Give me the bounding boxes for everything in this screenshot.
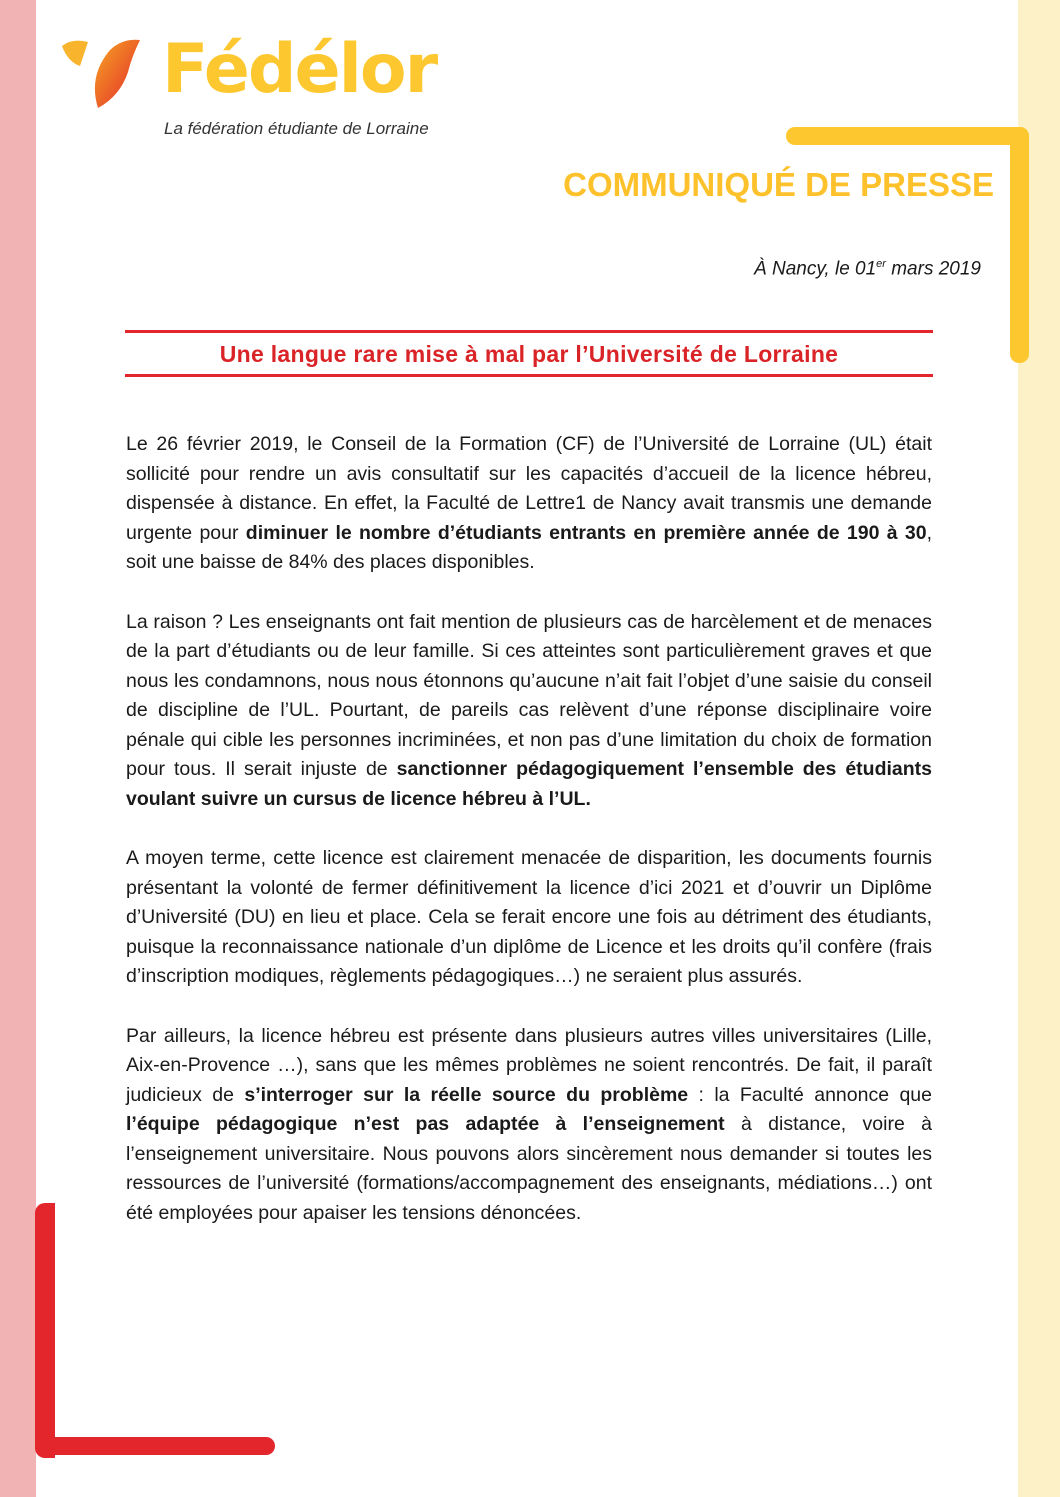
text-run: , soit une baisse de 84% des places disponibles.: [126, 521, 932, 573]
left-decor-band: [0, 0, 36, 1497]
logo-wordmark: Fédélor: [162, 30, 437, 109]
yellow-corner-horizontal: [786, 127, 1029, 145]
dateline: [754, 258, 981, 280]
body-text: [126, 430, 932, 1258]
paragraph-3: [126, 844, 932, 992]
yellow-corner-vertical: [1010, 127, 1029, 363]
bold-run: diminuer le nombre d’étudiants entrants en première année de 190 à 30: [245, 521, 927, 544]
dateline-sup: er: [876, 258, 886, 270]
press-release-title: COMMUNIQUÉ DE PRESSE: [563, 166, 994, 203]
text-run: : la Faculté annonce que: [688, 1083, 932, 1106]
text-run: à distance, voire à l’enseignement universitaire. Nous pouvons alors sincèrement nous demander si toutes les ressources de l’université (formations/accompagnement des enseignants, médiations…) ont été employées pour apaiser les tensions dénoncées.: [126, 1113, 932, 1224]
headline-block: [125, 330, 933, 377]
bold-run: sanctionner pédagogiquement l’ensemble des étudiants voulant suivre un cursus de licence hébreu à l’UL.: [126, 758, 932, 810]
bold-run: l’équipe pédagogique n’est pas adaptée à l’enseignement: [126, 1113, 725, 1135]
headline: Une langue rare mise à mal par l’Université de Lorraine: [219, 341, 839, 367]
text-run: Par ailleurs, la licence hébreu est présente dans plusieurs autres villes universitaires (Lille, Aix-en-Provence …), sans que les mêmes problèmes ne soient rencontrés. De fait, il paraît judicieux de: [126, 1024, 932, 1106]
red-corner-horizontal: [35, 1437, 275, 1455]
text-run: La raison ? Les enseignants ont fait mention de plusieurs cas de harcèlement et de menaces de la part d’étudiants ou de leur famille. Si ces atteintes sont particulièrement graves et que nous les condamnons, nous nous étonnons qu’aucune n’ait fait l’objet d’une saisie du conseil de discipline de l’UL. Pourtant, de pareils cas relèvent d’une réponse disciplinaire voire pénale qui cible les personnes incriminées, et non pas d’une limitation du choix de formation pour tous. Il serait injuste de: [126, 610, 932, 780]
text-run: A moyen terme, cette licence est clairement menacée de disparition, les documents fournis présentant la volonté de fermer définitivement la licence d’ici 2021 et d’ouvrir un Diplôme d’Université (DU) en lieu et place. Cela se ferait encore une fois au détriment des étudiants, puisque la reconnaissance nationale d’un diplôme de Licence et les droits qu’il confère (frais d’inscription modiques, règlements pédagogiques…) ne seraient plus assurés.: [126, 847, 932, 987]
logo-tagline: La fédération étudiante de Lorraine: [164, 119, 429, 138]
paragraph-1: [126, 430, 932, 578]
text-run: Le 26 février 2019, le Conseil de la Formation (CF) de l’Université de Lorraine (UL) était sollicité pour rendre un avis consultatif sur les capacités d’accueil de la licence hébreu, dispensée à distance. En effet, la Faculté de Lettre1 de Nancy avait transmis une demande urgente pour: [126, 433, 932, 544]
dateline-suffix: mars 2019: [885, 258, 981, 280]
paragraph-4: [126, 1022, 932, 1229]
logo-swoosh-icon: [58, 36, 154, 112]
headline-rule-bottom: [125, 374, 933, 377]
fedelor-logo: [58, 30, 458, 146]
dateline-prefix: À Nancy, le 01: [754, 258, 877, 280]
bold-run: s’interroger sur la réelle source du problème: [244, 1083, 689, 1106]
red-corner-vertical: [35, 1203, 55, 1458]
paragraph-2: [126, 608, 932, 815]
